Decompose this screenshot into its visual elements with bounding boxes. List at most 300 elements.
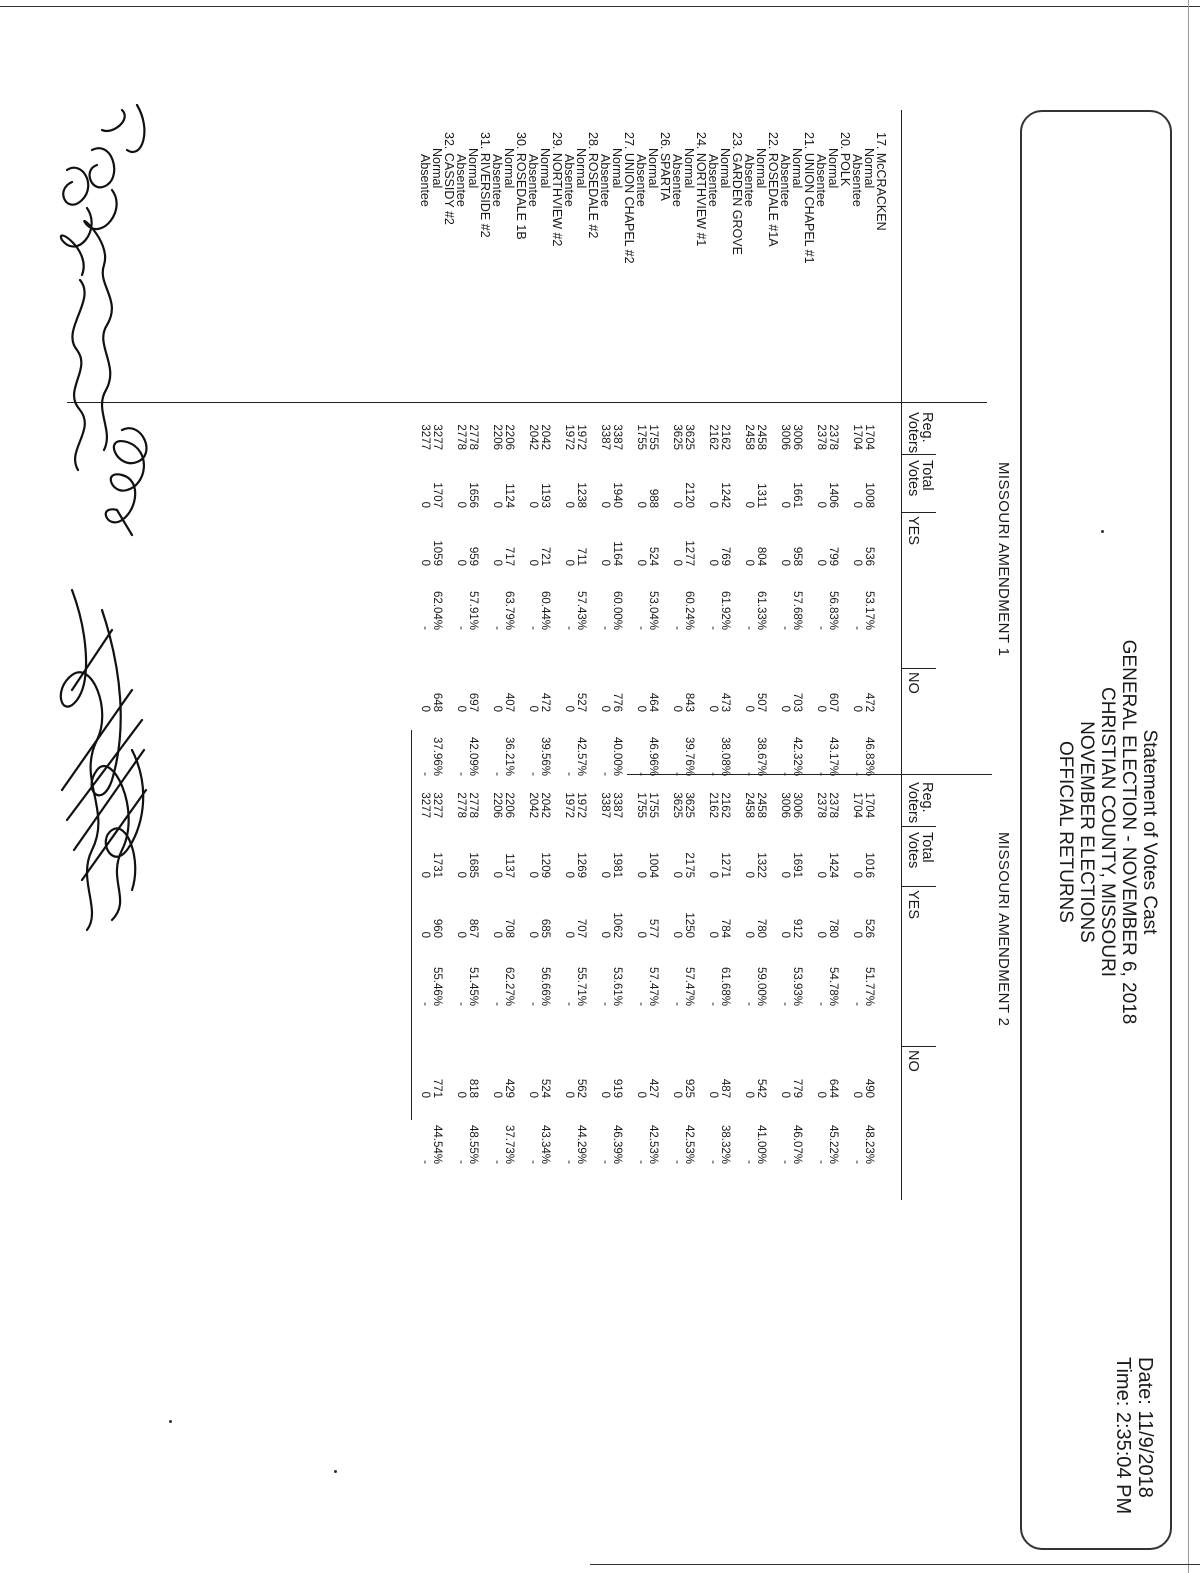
a2-yes-pct: -: [743, 1002, 755, 1006]
report-date: Date: 11/9/2018: [1134, 1357, 1156, 1498]
a1-yes-pct: -: [671, 626, 683, 630]
a1-no-votes: 0: [419, 705, 431, 712]
table-row: [875, 90, 887, 1543]
signature-stroke: [92, 610, 129, 920]
a1-yes-votes: 0: [419, 559, 431, 566]
a1-no-votes: 0: [599, 705, 611, 712]
a2-yes-votes: 784: [719, 918, 731, 938]
vote-type-label: Absentee: [418, 154, 432, 207]
a2-yes-pct: 57.47%: [683, 966, 695, 1006]
table-row: [743, 90, 755, 1543]
a2-reg-voters: 3387: [599, 792, 611, 818]
a2-yes-pct: 61.68%: [719, 966, 731, 1006]
a2-reg-voters: 1704: [851, 792, 863, 818]
a2-yes-votes: 0: [635, 931, 647, 938]
a2-no-pct: 42.53%: [683, 1124, 695, 1164]
a2-no-votes: 0: [563, 1091, 575, 1098]
col-reg-voters-a1: Reg. Voters: [905, 412, 935, 454]
title-line: OFFICIAL RETURNS: [1055, 741, 1076, 923]
a1-no-votes: 527: [575, 692, 587, 712]
rule: [411, 780, 412, 1120]
a1-reg-voters: 2206: [503, 424, 515, 450]
col-yes-a2: YES: [905, 890, 921, 920]
precinct-name: 28. ROSEDALE #2: [586, 132, 600, 239]
a1-yes-pct: -: [491, 626, 503, 630]
a2-no-pct: 42.53%: [647, 1124, 659, 1164]
a1-yes-votes: 0: [707, 559, 719, 566]
a2-yes-pct: 55.71%: [575, 966, 587, 1006]
a1-no-votes: 776: [611, 692, 623, 712]
table-row: [611, 90, 623, 1543]
a2-no-votes: 0: [527, 1091, 539, 1098]
a1-no-votes: 0: [527, 705, 539, 712]
a1-yes-votes: 0: [779, 559, 791, 566]
a1-reg-voters: 2458: [755, 424, 767, 450]
a2-yes-pct: 62.27%: [503, 966, 515, 1006]
a1-total-votes: 0: [419, 501, 431, 508]
a2-no-votes: 0: [635, 1091, 647, 1098]
a2-yes-pct: -: [527, 1002, 539, 1006]
a1-yes-pct: -: [527, 626, 539, 630]
table-row: [815, 90, 827, 1543]
table-row: [419, 90, 431, 1543]
a1-no-pct: 38.08%: [719, 736, 731, 776]
a2-no-pct: -: [707, 1160, 719, 1164]
a1-yes-votes: 711: [575, 547, 587, 566]
vote-type-label: Absentee: [814, 154, 828, 207]
signature-stroke: [62, 630, 146, 880]
report-header-box: [1020, 110, 1172, 1550]
table-row: [551, 90, 563, 1543]
a1-reg-voters: 2458: [743, 424, 755, 450]
a1-total-votes: 0: [815, 501, 827, 508]
a1-total-votes: 1124: [503, 483, 515, 508]
vote-type-label: Normal: [538, 148, 552, 189]
a2-no-pct: -: [491, 1160, 503, 1164]
a2-reg-voters: 1755: [635, 792, 647, 818]
vote-type-label: Absentee: [706, 154, 720, 207]
a2-no-votes: 562: [575, 1078, 587, 1098]
signature-stroke: [106, 428, 147, 535]
table-row: [707, 90, 719, 1543]
vote-type-label: Normal: [718, 148, 732, 189]
table-row: [491, 90, 503, 1543]
a1-no-pct: -: [851, 772, 863, 776]
col-divider: [902, 1046, 936, 1047]
a1-yes-votes: 1059: [431, 540, 443, 566]
a1-yes-pct: 63.79%: [503, 590, 515, 630]
a2-yes-pct: 55.46%: [431, 966, 443, 1006]
a1-reg-voters: 2378: [827, 424, 839, 450]
a2-yes-pct: -: [599, 1002, 611, 1006]
a1-yes-votes: 536: [863, 546, 875, 566]
a2-no-votes: 427: [647, 1078, 659, 1098]
signature-stroke: [106, 750, 143, 890]
a1-reg-voters: 3277: [419, 424, 431, 450]
a1-yes-pct: 60.00%: [611, 590, 623, 630]
a1-total-votes: 0: [527, 501, 539, 508]
a1-no-votes: 464: [647, 692, 659, 712]
table-row: [839, 90, 851, 1543]
a1-no-pct: -: [779, 772, 791, 776]
a1-yes-votes: 769: [719, 546, 731, 566]
a2-no-votes: 919: [611, 1078, 623, 1098]
a1-total-votes: 1406: [827, 482, 839, 508]
precinct-name: 32. CASSIDY #2: [442, 132, 456, 225]
table-row: [539, 90, 551, 1543]
vote-type-label: Absentee: [598, 154, 612, 207]
a1-no-pct: -: [707, 772, 719, 776]
vote-type-label: Absentee: [526, 154, 540, 207]
a2-total-votes: 0: [707, 871, 719, 878]
table-row: [455, 90, 467, 1543]
a1-yes-votes: 1277: [683, 540, 695, 566]
a1-no-pct: -: [743, 772, 755, 776]
vote-type-label: Absentee: [742, 154, 756, 207]
a2-reg-voters: 3277: [419, 792, 431, 818]
table-row: [575, 90, 587, 1543]
a1-total-votes: 0: [707, 501, 719, 508]
a2-total-votes: 1016: [863, 852, 875, 878]
report-time: Time: 2:35:04 PM: [1112, 1357, 1134, 1515]
a2-yes-votes: 577: [647, 918, 659, 938]
a1-reg-voters: 2206: [491, 424, 503, 450]
table-row: [467, 90, 479, 1543]
a2-total-votes: 1209: [539, 852, 551, 878]
title-line: Statement of Votes Cast: [1139, 729, 1160, 935]
a2-no-votes: 0: [599, 1091, 611, 1098]
a2-yes-votes: 685: [539, 918, 551, 938]
a2-yes-pct: -: [635, 1002, 647, 1006]
report-date-block: [1112, 1357, 1156, 1514]
a2-yes-pct: -: [851, 1002, 863, 1006]
col-yes-a1: YES: [905, 516, 921, 546]
a2-no-votes: 524: [539, 1078, 551, 1098]
a1-no-votes: 648: [431, 692, 443, 712]
a2-no-votes: 0: [815, 1091, 827, 1098]
a1-no-pct: 37.96%: [431, 736, 443, 776]
a1-reg-voters: 3625: [683, 424, 695, 450]
a1-reg-voters: 3387: [611, 424, 623, 450]
col-divider: [902, 668, 936, 669]
a1-yes-pct: -: [707, 626, 719, 630]
a2-yes-votes: 0: [851, 931, 863, 938]
a1-no-pct: -: [635, 772, 647, 776]
a1-total-votes: 0: [599, 501, 611, 508]
a2-reg-voters: 3625: [683, 792, 695, 818]
a2-no-pct: -: [815, 1160, 827, 1164]
a2-reg-voters: 3006: [779, 792, 791, 818]
signature-stroke: [61, 590, 102, 930]
a2-yes-pct: -: [563, 1002, 575, 1006]
scan-bottom-edge: [590, 1564, 1200, 1565]
a1-yes-pct: 57.68%: [791, 590, 803, 630]
a1-no-pct: -: [491, 772, 503, 776]
a2-no-pct: -: [599, 1160, 611, 1164]
a2-reg-voters: 3387: [611, 792, 623, 818]
a1-no-pct: -: [599, 772, 611, 776]
a2-no-pct: 46.39%: [611, 1124, 623, 1164]
a2-no-pct: -: [743, 1160, 755, 1164]
table-row: [647, 90, 659, 1543]
table-row: [731, 90, 743, 1543]
a2-no-votes: 0: [491, 1091, 503, 1098]
vote-type-label: Normal: [646, 148, 660, 189]
a2-reg-voters: 2162: [719, 792, 731, 818]
precinct-name: 22. ROSEDALE #1A: [766, 132, 780, 247]
a1-yes-pct: -: [455, 626, 467, 630]
a2-reg-voters: 3277: [431, 792, 443, 818]
a1-no-votes: 0: [671, 705, 683, 712]
table-row: [695, 90, 707, 1543]
a1-reg-voters: 3006: [779, 424, 791, 450]
a2-reg-voters: 1972: [575, 792, 587, 818]
a2-yes-votes: 0: [527, 931, 539, 938]
a1-yes-votes: 0: [455, 559, 467, 566]
rotated-document-page: [52, 90, 1172, 1543]
a1-total-votes: 0: [635, 501, 647, 508]
a1-yes-pct: -: [779, 626, 791, 630]
precinct-name: 31. RIVERSIDE #2: [478, 132, 492, 238]
a2-no-votes: 487: [719, 1078, 731, 1098]
a1-no-votes: 0: [743, 705, 755, 712]
table-row: [515, 90, 527, 1543]
a2-yes-votes: 780: [755, 918, 767, 938]
a2-no-pct: 46.07%: [791, 1124, 803, 1164]
a1-reg-voters: 1704: [863, 424, 875, 450]
a1-no-votes: 0: [851, 705, 863, 712]
col-divider: [902, 512, 936, 513]
a2-reg-voters: 2042: [527, 792, 539, 818]
precinct-name: 21. UNION CHAPEL #1: [802, 132, 816, 264]
a1-yes-pct: -: [563, 626, 575, 630]
table-header-rule: [901, 110, 902, 1200]
col-total-votes-a2: Total Votes: [905, 832, 935, 869]
a2-total-votes: 1322: [755, 852, 767, 878]
a2-yes-votes: 0: [779, 931, 791, 938]
table-row: [563, 90, 575, 1543]
a2-yes-votes: 0: [707, 931, 719, 938]
a2-yes-votes: 0: [743, 931, 755, 938]
a1-total-votes: 0: [779, 501, 791, 508]
a2-yes-votes: 707: [575, 918, 587, 938]
a1-reg-voters: 1972: [575, 424, 587, 450]
a2-yes-votes: 0: [599, 931, 611, 938]
vote-type-label: Normal: [430, 148, 444, 189]
a1-yes-pct: -: [599, 626, 611, 630]
a1-yes-votes: 0: [815, 559, 827, 566]
scan-speck: [169, 1420, 172, 1423]
a2-total-votes: 1731: [431, 852, 443, 878]
a1-total-votes: 1940: [611, 482, 623, 508]
a2-reg-voters: 2162: [707, 792, 719, 818]
vote-type-label: Absentee: [634, 154, 648, 207]
a2-no-pct: -: [851, 1160, 863, 1164]
vote-type-label: Normal: [574, 148, 588, 189]
a2-yes-votes: 526: [863, 918, 875, 938]
a1-no-votes: 473: [719, 692, 731, 712]
a1-yes-votes: 1164: [611, 541, 623, 566]
a2-reg-voters: 3625: [671, 792, 683, 818]
a1-no-votes: 407: [503, 692, 515, 712]
a2-reg-voters: 2042: [539, 792, 551, 818]
table-row: [851, 90, 863, 1543]
a1-total-votes: 1656: [467, 482, 479, 508]
a2-yes-votes: 867: [467, 918, 479, 938]
a2-reg-voters: 3006: [791, 792, 803, 818]
a1-no-pct: 42.09%: [467, 736, 479, 776]
table-row: [683, 90, 695, 1543]
a1-yes-votes: 721: [539, 546, 551, 566]
precinct-name: 20. POLK: [838, 132, 852, 187]
a2-yes-pct: 57.47%: [647, 966, 659, 1006]
vote-type-label: Normal: [862, 148, 876, 189]
a1-total-votes: 0: [455, 501, 467, 508]
a2-yes-votes: 0: [455, 931, 467, 938]
a1-no-votes: 697: [467, 692, 479, 712]
a2-no-votes: 0: [455, 1091, 467, 1098]
vote-type-label: Absentee: [670, 154, 684, 207]
a1-total-votes: 988: [647, 488, 659, 508]
a2-total-votes: 1685: [467, 852, 479, 878]
a1-no-pct: 42.57%: [575, 736, 587, 776]
vote-type-label: Normal: [502, 148, 516, 189]
a1-no-pct: -: [455, 772, 467, 776]
precinct-name: 17. McCRACKEN: [874, 132, 888, 231]
a2-yes-pct: -: [815, 1002, 827, 1006]
a1-yes-pct: 53.17%: [863, 590, 875, 630]
a1-no-pct: -: [419, 772, 431, 776]
table-row: [779, 90, 791, 1543]
table-row: [767, 90, 779, 1543]
a1-yes-pct: -: [419, 626, 431, 630]
a1-yes-votes: 0: [851, 559, 863, 566]
a2-total-votes: 1271: [719, 852, 731, 878]
report-title-block: [1055, 552, 1160, 1112]
a1-no-pct: 39.56%: [539, 736, 551, 776]
a2-total-votes: 1424: [827, 852, 839, 878]
a2-total-votes: 1004: [647, 852, 659, 878]
a1-no-votes: 507: [755, 692, 767, 712]
vote-data-rows: [419, 90, 887, 1543]
a2-no-votes: 429: [503, 1078, 515, 1098]
a2-yes-pct: -: [455, 1002, 467, 1006]
scan-top-edge: [0, 6, 1200, 7]
a2-no-votes: 771: [431, 1078, 443, 1098]
a2-total-votes: 0: [851, 871, 863, 878]
a2-no-votes: 0: [707, 1091, 719, 1098]
a2-yes-votes: 0: [563, 931, 575, 938]
a1-reg-voters: 3277: [431, 424, 443, 450]
a2-no-pct: -: [671, 1160, 683, 1164]
table-row: [719, 90, 731, 1543]
a1-yes-votes: 0: [527, 559, 539, 566]
a1-yes-pct: 57.43%: [575, 590, 587, 630]
a2-total-votes: 1691: [791, 852, 803, 878]
title-line: CHRISTIAN COUNTY, MISSOURI: [1097, 687, 1118, 977]
a1-yes-pct: 56.83%: [827, 590, 839, 630]
table-row: [587, 90, 599, 1543]
table-row: [623, 90, 635, 1543]
a1-total-votes: 2120: [683, 482, 695, 508]
a2-no-pct: -: [779, 1160, 791, 1164]
a1-yes-votes: 0: [743, 559, 755, 566]
table-row: [599, 90, 611, 1543]
a1-no-votes: 843: [683, 692, 695, 712]
a1-reg-voters: 1704: [851, 424, 863, 450]
a2-no-votes: 0: [419, 1091, 431, 1098]
table-row: [755, 90, 767, 1543]
a1-reg-voters: 2778: [455, 424, 467, 450]
table-row: [791, 90, 803, 1543]
col-reg-voters-a2: Reg. Voters: [905, 782, 935, 824]
a2-total-votes: 2175: [683, 852, 695, 878]
a2-reg-voters: 2458: [755, 792, 767, 818]
a2-no-pct: -: [563, 1160, 575, 1164]
a1-yes-votes: 0: [599, 559, 611, 566]
a1-yes-pct: -: [743, 626, 755, 630]
a2-no-pct: 48.23%: [863, 1124, 875, 1164]
a2-total-votes: 1137: [503, 853, 515, 878]
a2-yes-pct: 53.93%: [791, 966, 803, 1006]
a2-reg-voters: 2378: [827, 792, 839, 818]
a1-total-votes: 0: [563, 501, 575, 508]
a1-yes-votes: 799: [827, 546, 839, 566]
a2-yes-votes: 960: [431, 918, 443, 938]
a2-yes-pct: 56.66%: [539, 966, 551, 1006]
a2-yes-votes: 780: [827, 918, 839, 938]
col-total-votes-a1: Total Votes: [905, 460, 935, 497]
a1-no-pct: 46.96%: [647, 736, 659, 776]
a1-no-pct: 38.67%: [755, 736, 767, 776]
vote-type-label: Normal: [610, 148, 624, 189]
col-divider: [902, 454, 936, 455]
a2-no-votes: 0: [671, 1091, 683, 1098]
a2-total-votes: 0: [527, 871, 539, 878]
signature-stroke: [84, 148, 116, 450]
a2-reg-voters: 2206: [491, 792, 503, 818]
a1-no-pct: -: [671, 772, 683, 776]
a2-reg-voters: 2206: [503, 792, 515, 818]
a2-no-pct: -: [455, 1160, 467, 1164]
table-row: [503, 90, 515, 1543]
signature-stroke: [102, 105, 144, 152]
a1-yes-votes: 0: [563, 559, 575, 566]
a1-yes-votes: 958: [791, 546, 803, 566]
col-no-a1: NO: [905, 672, 921, 694]
a1-yes-pct: 57.91%: [467, 590, 479, 630]
a1-total-votes: 1661: [791, 482, 803, 508]
a1-yes-votes: 524: [647, 546, 659, 566]
a2-no-votes: 644: [827, 1078, 839, 1098]
a2-yes-pct: 51.45%: [467, 966, 479, 1006]
a2-no-votes: 542: [755, 1078, 767, 1098]
a2-yes-votes: 0: [815, 931, 827, 938]
scan-speck: [1101, 530, 1104, 533]
a2-no-votes: 818: [467, 1078, 479, 1098]
a1-no-votes: 0: [635, 705, 647, 712]
a1-yes-pct: 62.04%: [431, 590, 443, 630]
a1-total-votes: 0: [743, 501, 755, 508]
a2-total-votes: 1269: [575, 852, 587, 878]
a2-yes-pct: -: [707, 1002, 719, 1006]
a1-no-votes: 472: [539, 692, 551, 712]
a1-no-votes: 0: [707, 705, 719, 712]
a2-no-votes: 490: [863, 1078, 875, 1098]
a2-yes-votes: 912: [791, 918, 803, 938]
table-row: [443, 90, 455, 1543]
a2-no-pct: -: [419, 1160, 431, 1164]
